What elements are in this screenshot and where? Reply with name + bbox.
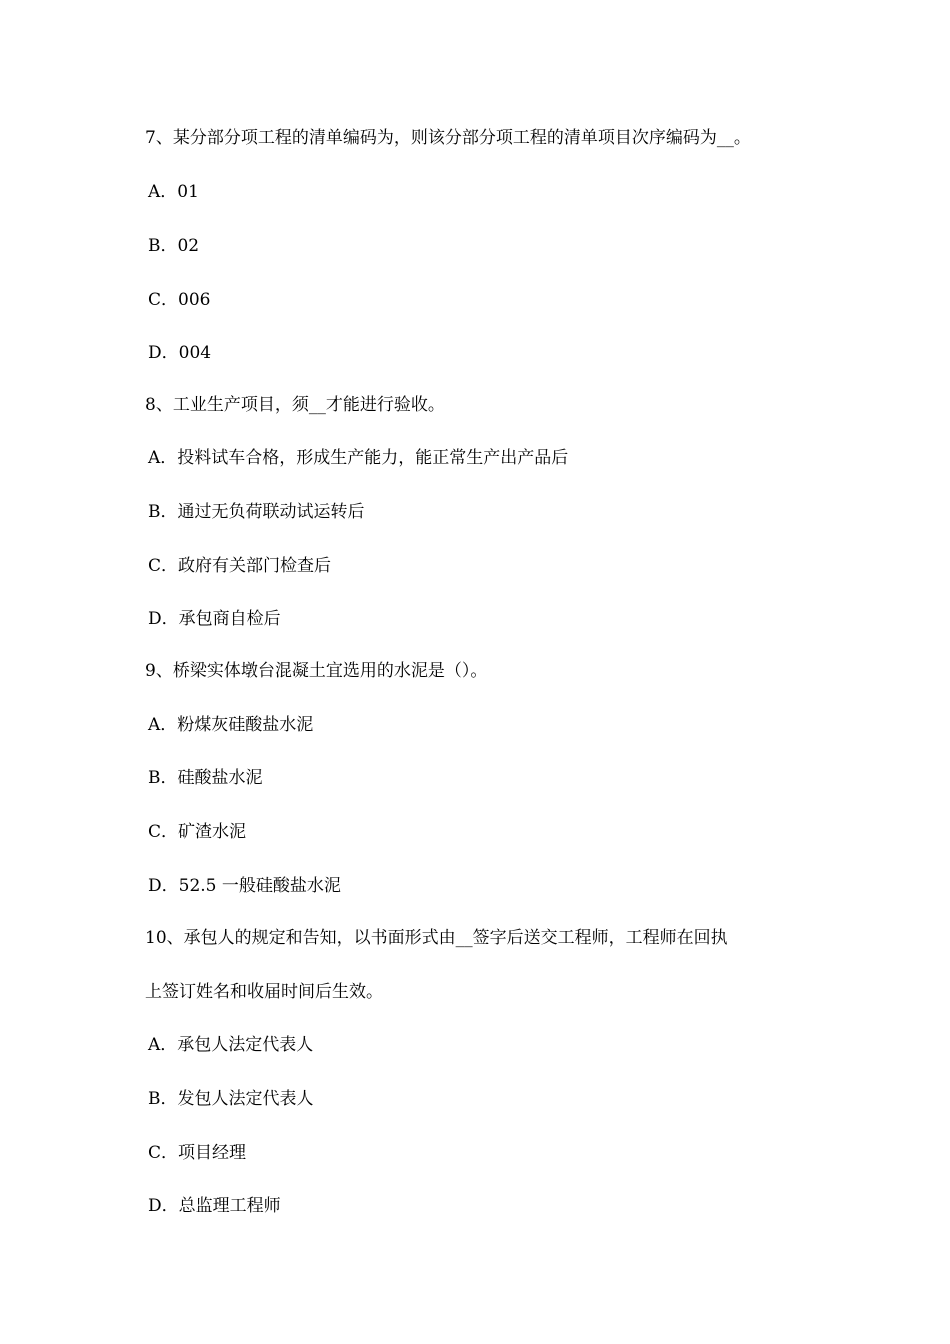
question-7-option-d: D．004 <box>148 343 212 363</box>
question-9-option-c: C．矿渣水泥 <box>148 822 247 842</box>
question-10-text-line-1: 10、承包人的规定和告知，以书面形式由__签字后送交工程师，工程师在回执 <box>145 928 728 948</box>
question-9-option-a: A．粉煤灰硅酸盐水泥 <box>148 715 314 735</box>
question-9-option-d: D．52.5 一般硅酸盐水泥 <box>148 876 341 896</box>
question-8-option-b: B．通过无负荷联动试运转后 <box>148 502 365 522</box>
question-9-text: 9、桥梁实体墩台混凝土宜选用的水泥是（）。 <box>145 661 488 681</box>
question-7-option-c: C．006 <box>148 290 211 310</box>
question-8-option-d: D．承包商自检后 <box>148 609 281 629</box>
question-8-option-c: C．政府有关部门检查后 <box>148 556 332 576</box>
question-10-option-b: B．发包人法定代表人 <box>148 1089 314 1109</box>
question-10-option-a: A．承包人法定代表人 <box>148 1035 314 1055</box>
question-10-option-d: D．总监理工程师 <box>148 1196 281 1216</box>
question-8-text: 8、工业生产项目，须__才能进行验收。 <box>145 395 445 415</box>
question-9-option-b: B．硅酸盐水泥 <box>148 768 263 788</box>
question-10-option-c: C．项目经理 <box>148 1143 247 1163</box>
question-7-text: 7、某分部分项工程的清单编码为，则该分部分项工程的清单项目次序编码为__。 <box>145 128 751 148</box>
question-7-option-b: B．02 <box>148 236 200 256</box>
question-7-option-a: A．01 <box>148 182 199 202</box>
question-8-option-a: A．投料试车合格，形成生产能力，能正常生产出产品后 <box>148 448 569 468</box>
question-10-text-line-2: 上签订姓名和收届时间后生效。 <box>145 982 383 1002</box>
